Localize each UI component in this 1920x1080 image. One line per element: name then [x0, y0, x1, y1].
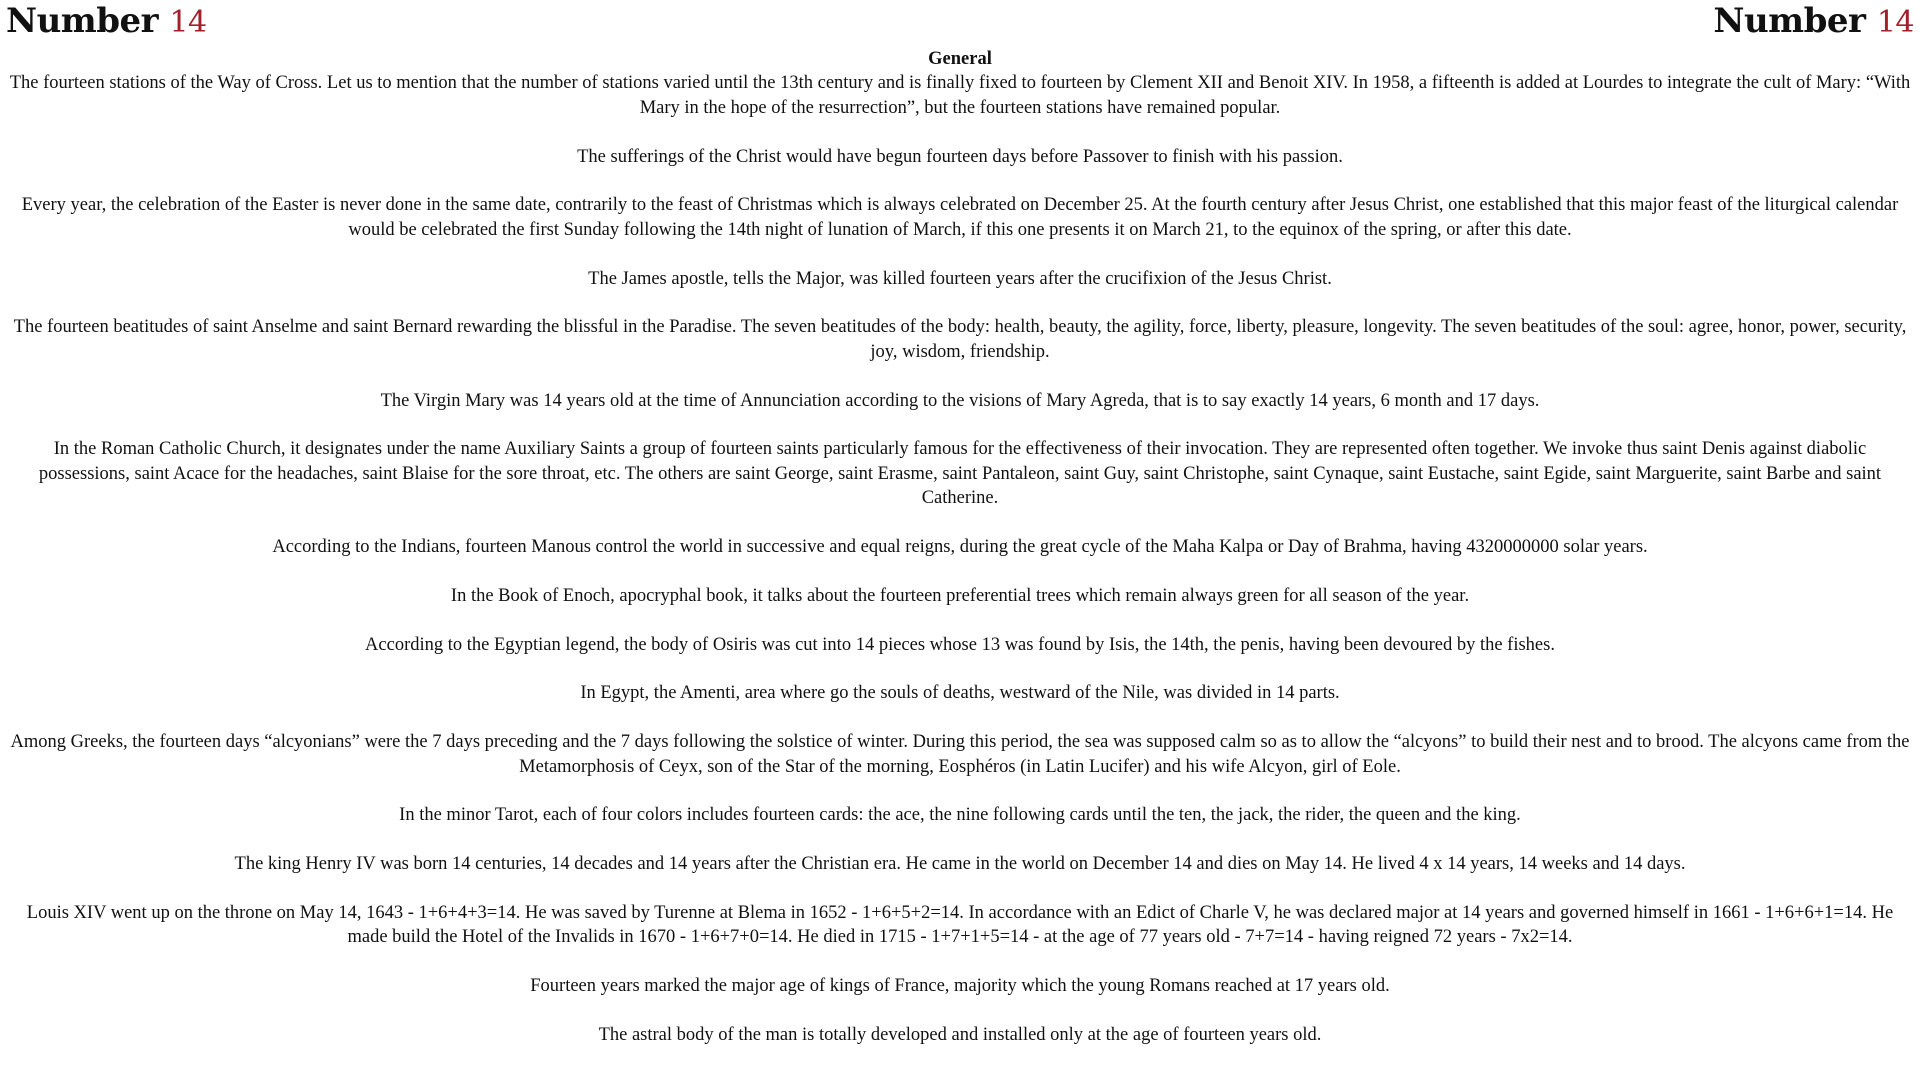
- paragraph: According to the Egyptian legend, the body of Osiris was cut into 14 pieces whose 13 was found by Isis, the 14th, the penis, having been devoured by the fishes.: [365, 634, 1555, 655]
- page-title-left: [6, 0, 207, 44]
- paragraph: In the Book of Enoch, apocryphal book, it talks about the fourteen preferential trees which remain always green for all season of the year.: [450, 585, 1470, 606]
- section-heading: General: [928, 49, 992, 69]
- paragraph: The fourteen beatitudes of saint Anselme and saint Bernard rewarding the blissful in the Paradise. The seven beatitudes of the body: health, beauty, the agility, force, liberty, pleasure, longevity. The seven beatitudes of the soul: agree, honor, power, security, joy, wisdom, friendship.: [13, 317, 1907, 362]
- paragraph: The fourteen stations of the Way of Cross. Let us to mention that the number of stations varied until the 13th century and is finally fixed to fourteen by Clement XII and Benoit XIV. In 1958, a fifteenth is added at Lourdes to integrate the cult of Mary: “With Mary in the hope of the resurrection”, but the fourteen stations have remained popular.: [9, 73, 1911, 118]
- title-word: Number: [6, 1, 159, 41]
- paragraph: The sufferings of the Christ would have begun fourteen days before Passover to finish with his passion.: [577, 146, 1343, 167]
- title-number: 14: [1876, 5, 1914, 40]
- paragraph: The James apostle, tells the Major, was killed fourteen years after the crucifixion of the Jesus Christ.: [588, 268, 1332, 289]
- paragraph: In the Roman Catholic Church, it designates under the name Auxiliary Saints a group of fourteen saints particularly famous for the effectiveness of their invocation. They are represented often together. We invoke thus saint Denis against diabolic possessions, saint Acace for the headaches, saint Blaise for the sore throat, etc. The others are saint George, saint Erasme, saint Pantaleon, saint Guy, saint Christophe, saint Cynaque, saint Eustache, saint Egide, saint Marguerite, saint Barbe and saint Catherine.: [38, 439, 1882, 509]
- title-number: 14: [169, 5, 207, 40]
- page-title-right: [1713, 0, 1914, 44]
- article-body: [8, 47, 1912, 1072]
- paragraph: The king Henry IV was born 14 centuries, 14 decades and 14 years after the Christian era. He came in the world on December 14 and dies on May 14. He lived 4 x 14 years, 14 weeks and 14 days.: [234, 854, 1686, 875]
- paragraph: In Egypt, the Amenti, area where go the souls of deaths, westward of the Nile, was divided in 14 parts.: [580, 683, 1340, 704]
- paragraph: The Virgin Mary was 14 years old at the time of Annunciation according to the visions of Mary Agreda, that is to say exactly 14 years, 6 month and 17 days.: [380, 390, 1540, 411]
- paragraph: According to the Indians, fourteen Manous control the world in successive and equal reigns, during the great cycle of the Maha Kalpa or Day of Brahma, having 4320000000 solar years.: [272, 537, 1648, 558]
- paragraph: Every year, the celebration of the Easter is never done in the same date, contrarily to the feast of Christmas which is always celebrated on December 25. At the fourth century after Jesus Christ, one established that this major feast of the liturgical calendar would be celebrated the first Sunday following the 14th night of lunation of March, if this one presents it on March 21, to the equinox of the spring, or after this date.: [21, 195, 1899, 240]
- page-header: [0, 0, 1920, 50]
- paragraph: Louis XIV went up on the throne on May 14, 1643 - 1+6+4+3=14. He was saved by Turenne at Blema in 1652 - 1+6+5+2=14. In accordance with an Edict of Charle V, he was declared major at 14 years and governed himself in 1661 - 1+6+6+1=14. He made build the Hotel of the Invalids in 1670 - 1+6+7+0=14. He died in 1715 - 1+7+1+5=14 - at the age of 77 years old - 7+7=14 - having reigned 72 years - 7x2=14.: [26, 903, 1894, 948]
- paragraph: Fourteen years marked the major age of kings of France, majority which the young Romans reached at 17 years old.: [530, 976, 1390, 997]
- paragraph: Among Greeks, the fourteen days “alcyonians” were the 7 days preceding and the 7 days following the solstice of winter. During this period, the sea was supposed calm so as to allow the “alcyons” to build their nest and to brood. The alcyons came from the Metamorphosis of Ceyx, son of the Star of the morning, Eosphéros (in Latin Lucifer) and his wife Alcyon, girl of Eole.: [10, 732, 1910, 777]
- paragraph: In the minor Tarot, each of four colors includes fourteen cards: the ace, the nine following cards until the ten, the jack, the rider, the queen and the king.: [399, 805, 1521, 826]
- paragraph: The astral body of the man is totally developed and installed only at the age of fourteen years old.: [598, 1025, 1322, 1045]
- title-word: Number: [1713, 1, 1866, 41]
